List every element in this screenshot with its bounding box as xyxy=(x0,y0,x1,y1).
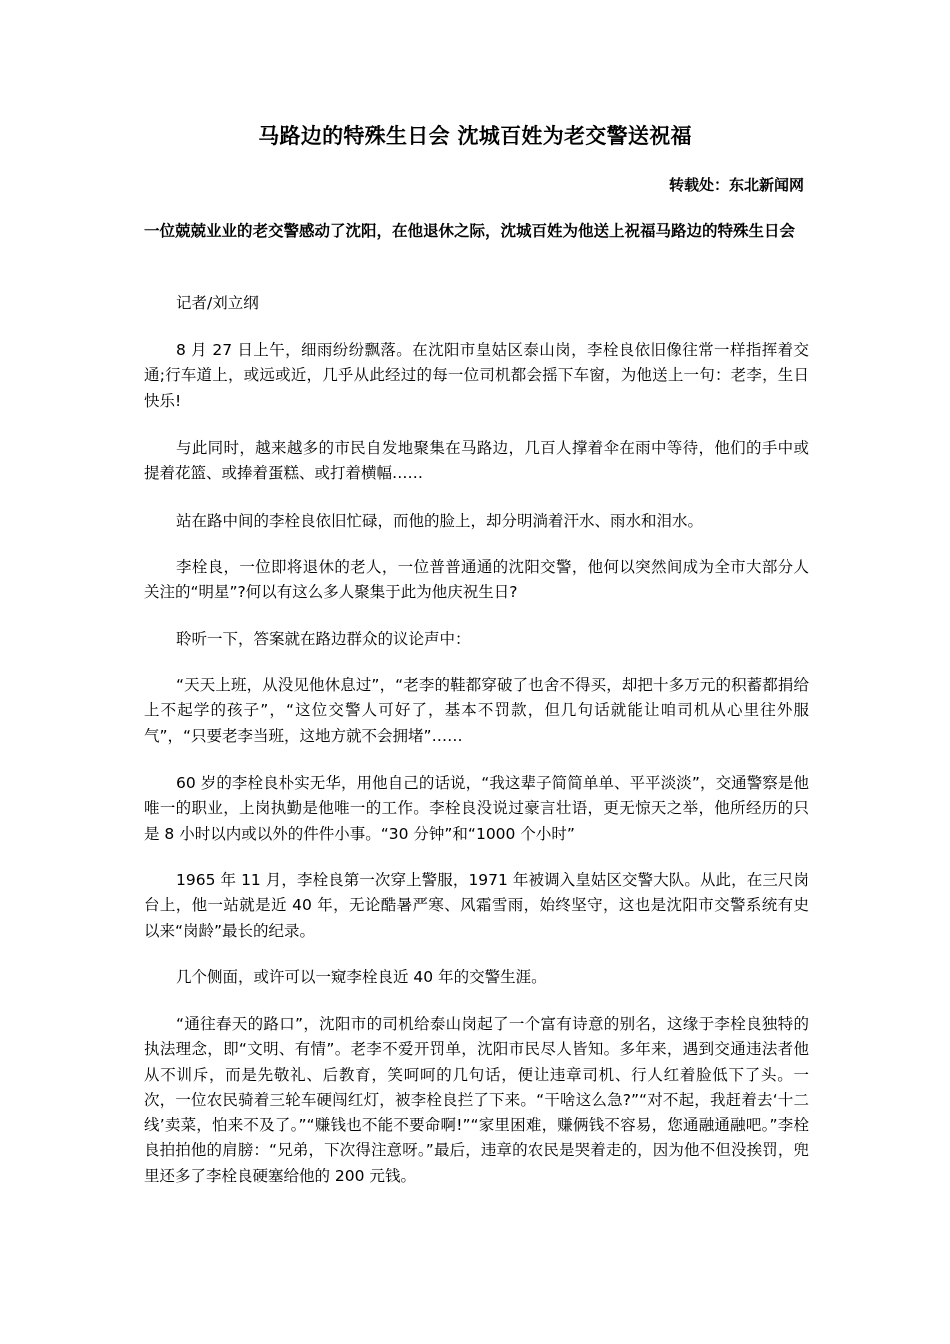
body-paragraph: “天天上班，从没见他休息过”，“老李的鞋都穿破了也舍不得买，却把十多万元的积蓄都捐给上不起学的孩子”，“这位交警人可好了，基本不罚款，但几句话就能让咱司机从心里往外服气”，“只要老李当班，这地方就不会拥堵”…… xyxy=(144,676,809,745)
body-paragraph: 李栓良，一位即将退休的老人，一位普普通通的沈阳交警，他何以突然间成为全市大部分人关注的“明星”?何以有这么多人聚集于此为他庆祝生日? xyxy=(144,558,809,602)
article-title: 马路边的特殊生日会 沈城百姓为老交警送祝福 xyxy=(258,124,692,148)
body-paragraph: 8 月 27 日上午，细雨纷纷飘落。在沈阳市皇姑区泰山岗，李栓良依旧像往常一样指挥着交通;行车道上，或远或近，几乎从此经过的每一位司机都会摇下车窗，为他送上一句：老李，生日快乐! xyxy=(144,341,809,410)
source-line: 转载处：东北新闻网 xyxy=(668,176,804,194)
body-paragraph: 聆听一下，答案就在路边群众的议论声中： xyxy=(176,630,471,648)
body-paragraph: 1965 年 11 月，李栓良第一次穿上警服，1971 年被调入皇姑区交警大队。从此，在三尺岗台上，他一站就是近 40 年，无论酷暑严寒、风霜雪雨，始终坚守，这也是沈阳市交警系统有史以来“岗龄”最长的纪录。 xyxy=(144,871,809,940)
byline: 记者/刘立纲 xyxy=(176,294,259,312)
article-lead: 一位兢兢业业的老交警感动了沈阳，在他退休之际，沈城百姓为他送上祝福马路边的特殊生日会 xyxy=(144,222,796,240)
body-paragraph: 几个侧面，或许可以一窥李栓良近 40 年的交警生涯。 xyxy=(176,968,547,986)
body-paragraph: 站在路中间的李栓良依旧忙碌，而他的脸上，却分明淌着汗水、雨水和泪水。 xyxy=(176,512,704,530)
body-paragraph: 与此同时，越来越多的市民自发地聚集在马路边，几百人撑着伞在雨中等待，他们的手中或提着花篮、或捧着蛋糕、或打着横幅…… xyxy=(144,439,809,483)
body-paragraph: “通往春天的路口”，沈阳市的司机给泰山岗起了一个富有诗意的别名，这缘于李栓良独特的执法理念，即“文明、有情”。老李不爱开罚单，沈阳市民尽人皆知。多年来，遇到交通违法者他从不训斥，而是先敬礼、后教育，笑呵呵的几句话，便让违章司机、行人红着脸低下了头。一次，一位农民骑着三轮车硬闯红灯，被李栓良拦了下来。“干啥这么急?”“对不起，我赶着去‘十二线’卖菜，怕来不及了。”“赚钱也不能不要命啊!”“家里困难，赚俩钱不容易，您通融通融吧。”李栓良拍拍他的肩膀：“兄弟，下次得注意呀。”最后，违章的农民是哭着走的，因为他不但没挨罚，兜里还多了李栓良硬塞给他的 200 元钱。 xyxy=(144,1015,809,1185)
body-paragraph: 60 岁的李栓良朴实无华，用他自己的话说，“我这辈子简简单单、平平淡淡”，交通警察是他唯一的职业，上岗执勤是他唯一的工作。李栓良没说过豪言壮语，更无惊天之举，他所经历的只是 8 小时以内或以外的件件小事。“30 分钟”和“1000 个小时” xyxy=(144,774,809,843)
